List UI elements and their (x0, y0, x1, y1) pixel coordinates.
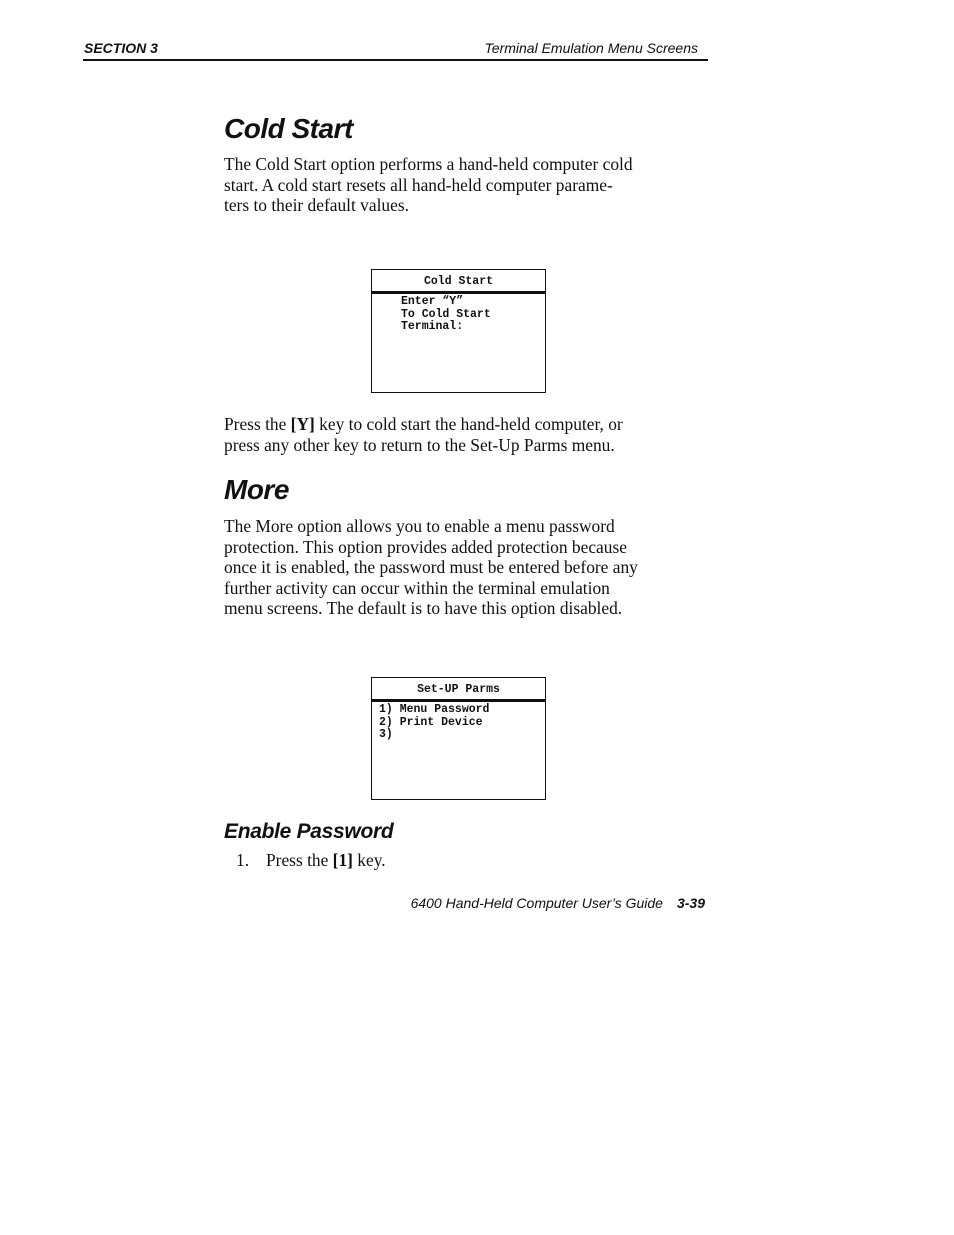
more-intro-line: The More option allows you to enable a menu password (224, 516, 615, 536)
step-number: 1. (236, 850, 250, 870)
chapter-title: Terminal Emulation Menu Screens (484, 40, 698, 56)
more-intro (224, 516, 714, 619)
screen-title: Cold Start (372, 270, 545, 294)
more-intro-line: further activity can occur within the terminal emulation (224, 577, 610, 598)
more-intro-line: once it is enabled, the password must be entered before any (224, 557, 638, 577)
instruction-line (224, 414, 714, 435)
cold-start-heading: Cold Start (224, 113, 353, 144)
running-header (83, 39, 708, 61)
screen-line: 1) Menu Password (379, 703, 490, 716)
step-item (236, 850, 386, 870)
enable-password-heading: Enable Password (224, 820, 394, 843)
cold-start-instruction (224, 414, 714, 455)
cold-start-intro (224, 154, 714, 216)
screen-line: Terminal: (401, 320, 464, 334)
screen-body (372, 702, 545, 742)
more-intro-line: protection. This option provides added protection because (224, 536, 627, 557)
cold-start-screen (371, 269, 546, 393)
more-heading: More (224, 474, 289, 505)
screen-body (372, 294, 545, 334)
key-y: [Y] (290, 414, 315, 434)
cold-start-intro-line: ters to their default values. (224, 195, 409, 215)
instruction-text: key to cold start the hand-held computer, or (314, 414, 623, 434)
section-label: SECTION 3 (84, 40, 158, 56)
cold-start-intro-line: start. A cold start resets all hand-held computer parame- (224, 174, 613, 195)
guide-title: 6400 Hand-Held Computer User’s Guide (410, 895, 663, 911)
screen-line: 3) (379, 728, 393, 742)
setup-parms-screen (371, 677, 546, 800)
screen-title: Set-UP Parms (372, 678, 545, 702)
step-text: Press the (266, 850, 333, 870)
screen-line: Enter “Y” (401, 295, 464, 308)
key-1: [1] (332, 850, 353, 870)
screen-line: To Cold Start (401, 307, 491, 321)
step-text: key. (352, 850, 386, 870)
instruction-line: press any other key to return to the Set-Up Parms menu. (224, 434, 615, 455)
cold-start-intro-line: The Cold Start option performs a hand-held computer cold (224, 154, 633, 174)
screen-line: 2) Print Device (379, 715, 483, 729)
more-intro-line: menu screens. The default is to have this option disabled. (224, 598, 623, 618)
page-number: 3-39 (676, 895, 705, 911)
page-footer (300, 895, 705, 911)
instruction-text: Press the (224, 414, 291, 434)
